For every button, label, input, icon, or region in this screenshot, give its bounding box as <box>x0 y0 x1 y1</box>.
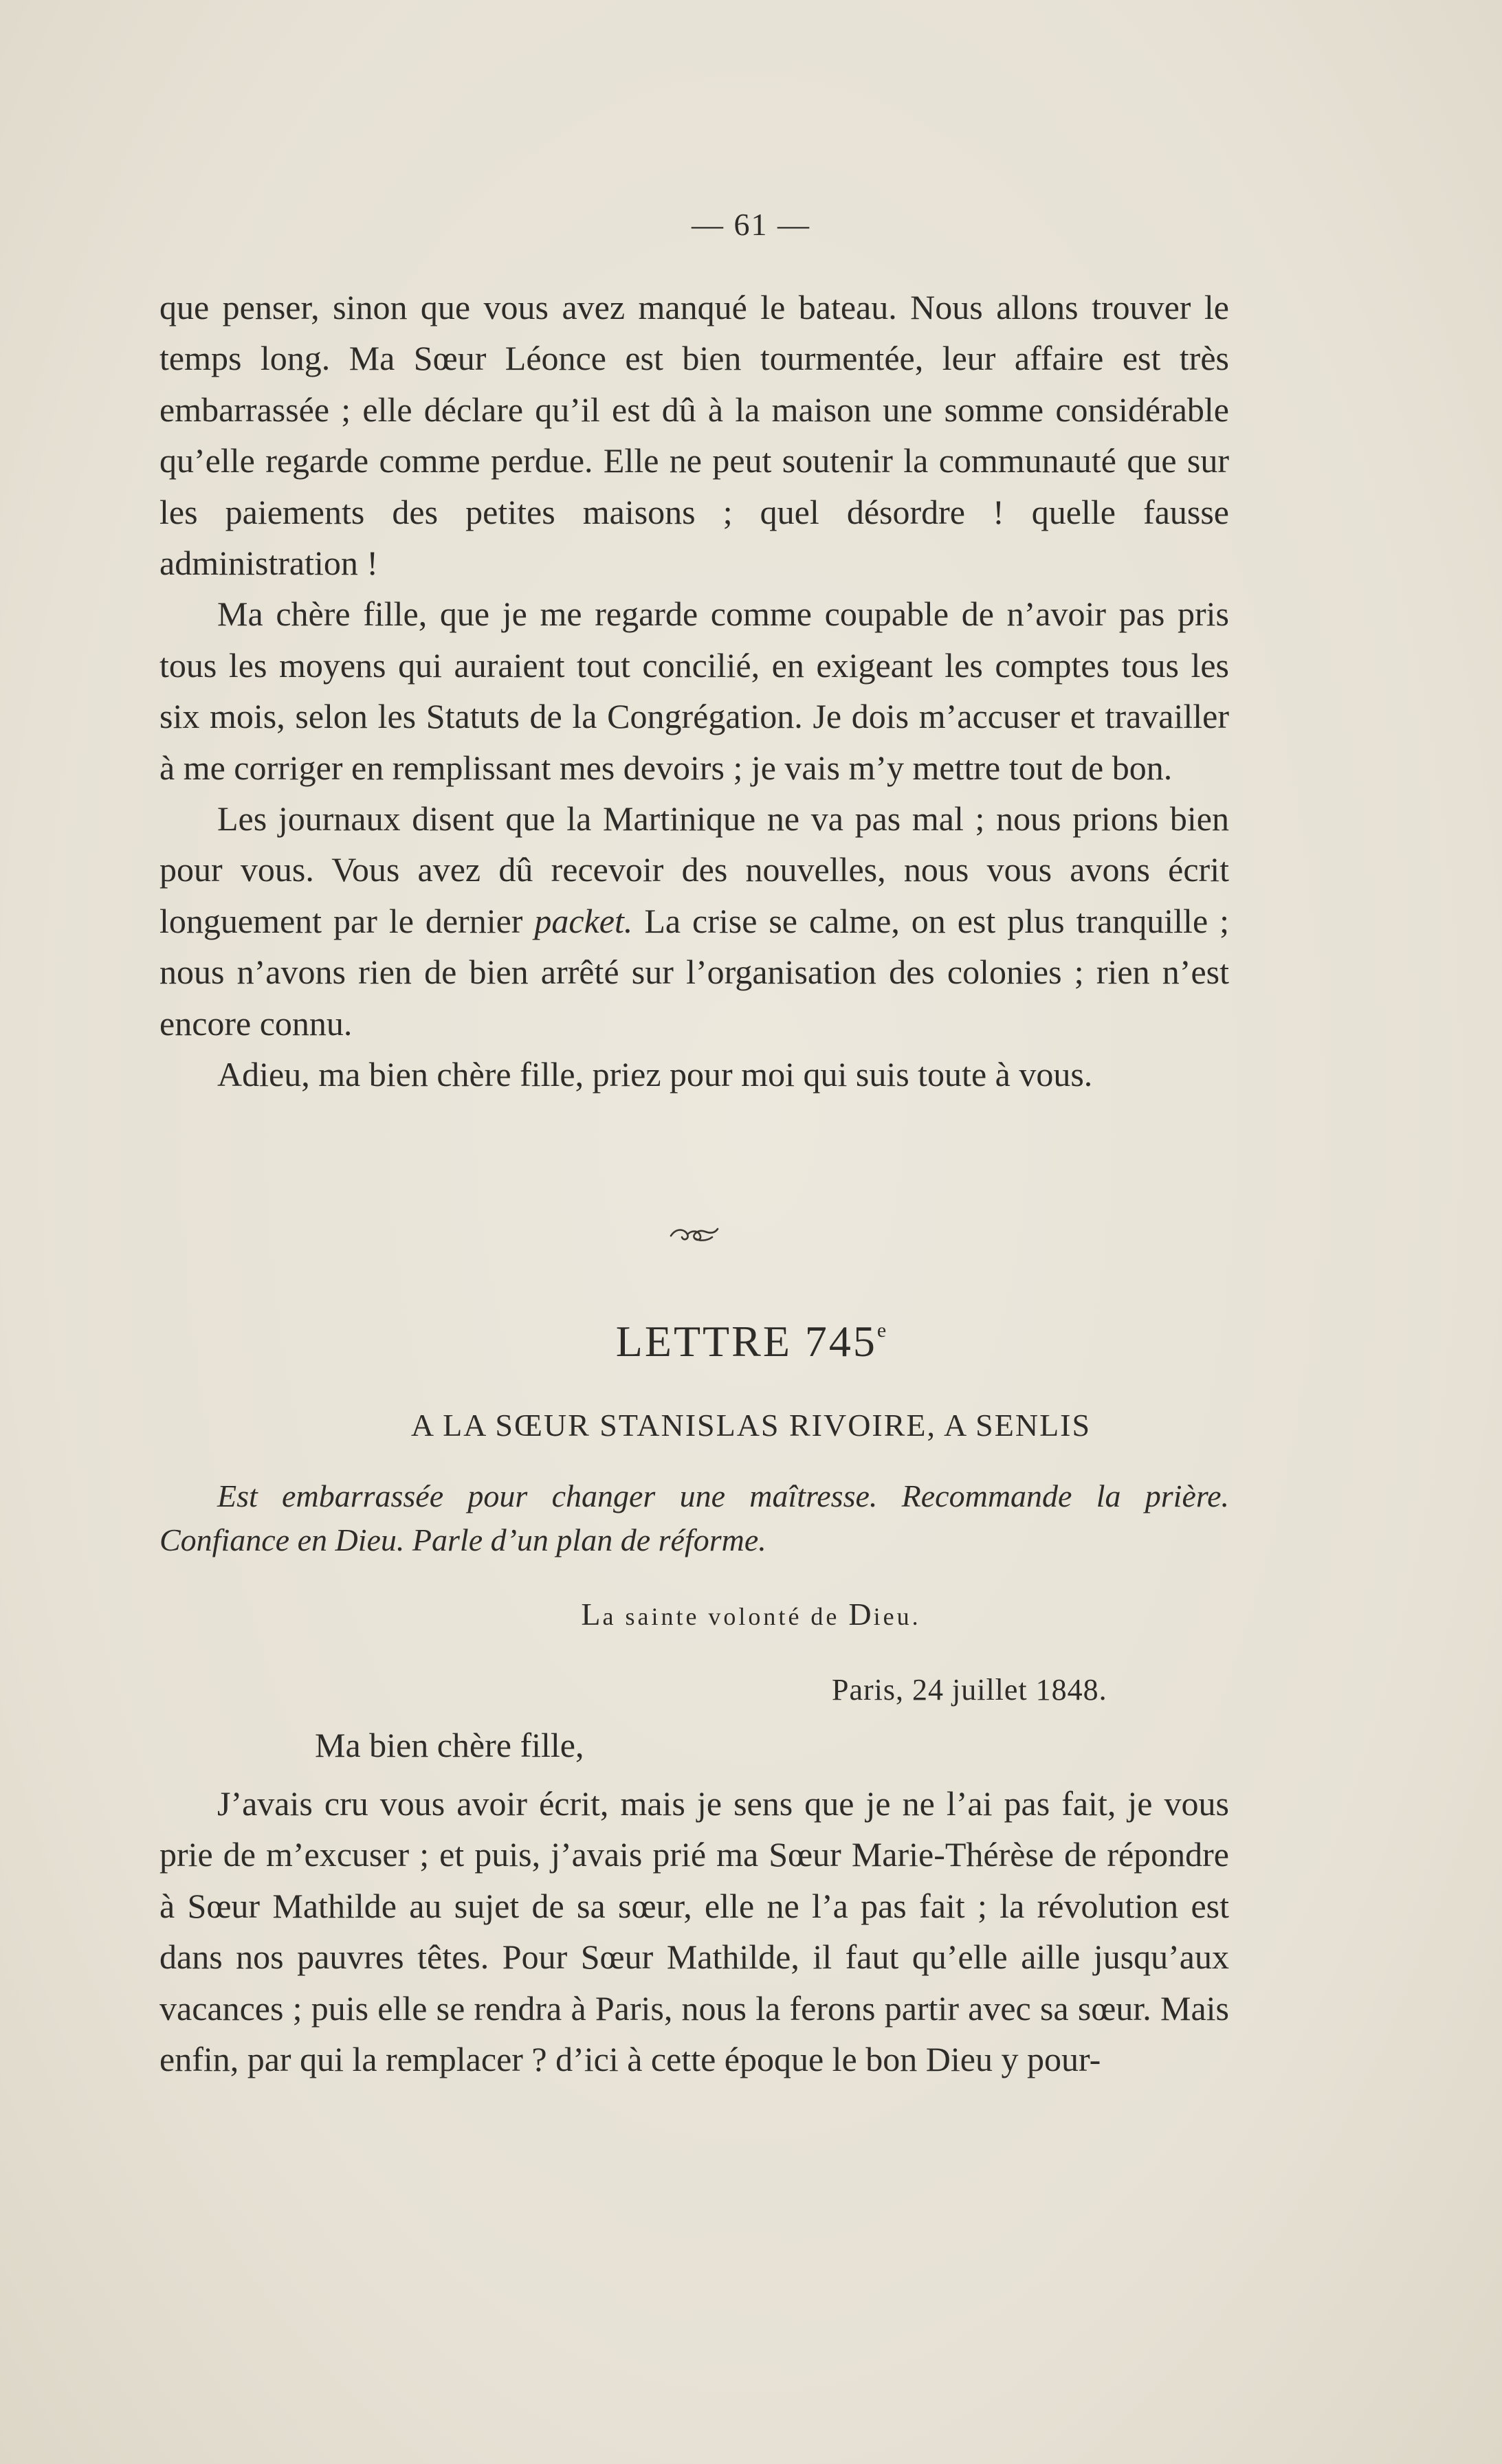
paragraph: J’avais cru vous avoir écrit, mais je sens que je ne l’ai pas fait, je vous prie de m’excuser ; et puis, j’avais prié ma Sœur Marie-Thérèse de répondre à Sœur Mathilde au sujet de sa sœur, elle ne l’a pas fait ; la révolution est dans nos pauvres têtes. Pour Sœur Mathilde, il faut qu’elle aille jusqu’aux vacances ; puis elle se rendra à Paris, nous la ferons partir avec sa sœur. Mais enfin, par qui la remplacer ? d’ici à cette époque le bon Dieu y pour- <box>159 1784 1229 2079</box>
letter-motto <box>0 1596 1502 1632</box>
motto-text: ieu. <box>873 1603 921 1630</box>
motto-initial: D <box>848 1597 874 1632</box>
paragraph: que penser, sinon que vous avez manqué le bateau. Nous allons trouver le temps long. Ma Sœur Léonce est bien tourmentée, leur affaire est très embarrassée ; elle déclare qu’il est dû à la maison une somme considérable qu’elle regarde comme perdue. Elle ne peut soutenir la communauté que sur les paiements des petites maisons ; quel désordre ! quelle fausse administration ! <box>159 288 1229 583</box>
italic-word: packet. <box>534 901 633 940</box>
paragraph: Ma chère fille, que je me regarde comme coupable de n’avoir pas pris tous les moyens qui auraient tout concilié, en exigeant les comptes tous les six mois, selon les Statuts de la Congrégation. Je dois m’accuser et travailler à me corriger en remplissant mes devoirs ; je vais m’y mettre tout de bon. <box>159 595 1229 787</box>
paragraph-text: La crise se calme, on est plus tranquille ; nous n’avons rien de bien arrêté sur l’organisation des colonies ; rien n’est encore connu. <box>159 901 1229 1043</box>
page-number: — 61 — <box>692 207 810 242</box>
letter-body <box>159 1778 1229 2085</box>
letter-summary <box>159 1474 1229 1562</box>
letter-recipient: A LA SŒUR STANISLAS RIVOIRE, A SENLIS <box>410 1408 1092 1443</box>
paragraph: Adieu, ma bien chère fille, priez pour moi qui suis toute à vous. <box>217 1055 1093 1094</box>
summary-text: Est embarrassée pour changer une maîtresse. Recommande la prière. Confiance en Dieu. Parle d’un plan de réforme. <box>159 1478 1229 1557</box>
motto-text: a sainte volonté de <box>602 1603 849 1630</box>
letter-title-text: LETTRE 745 <box>615 1317 877 1366</box>
letter-title <box>0 1316 1502 1367</box>
motto-initial: L <box>581 1597 603 1632</box>
paragraph <box>159 793 1229 1049</box>
letter-salutation: Ma bien chère fille, <box>315 1726 584 1764</box>
fleuron-ornament-icon <box>667 1221 722 1248</box>
letter-place-date: Paris, 24 juillet 1848. <box>832 1673 1107 1707</box>
paragraph-text: Les journaux disent que la Martinique ne va pas mal ; nous prions bien pour vous. Vous avez dû recevoir des nouvelles, nous vous avons écrit longuement par le dernier <box>159 799 1229 940</box>
previous-letter-ending <box>159 282 1229 1100</box>
letter-title-suffix: e <box>876 1319 887 1342</box>
